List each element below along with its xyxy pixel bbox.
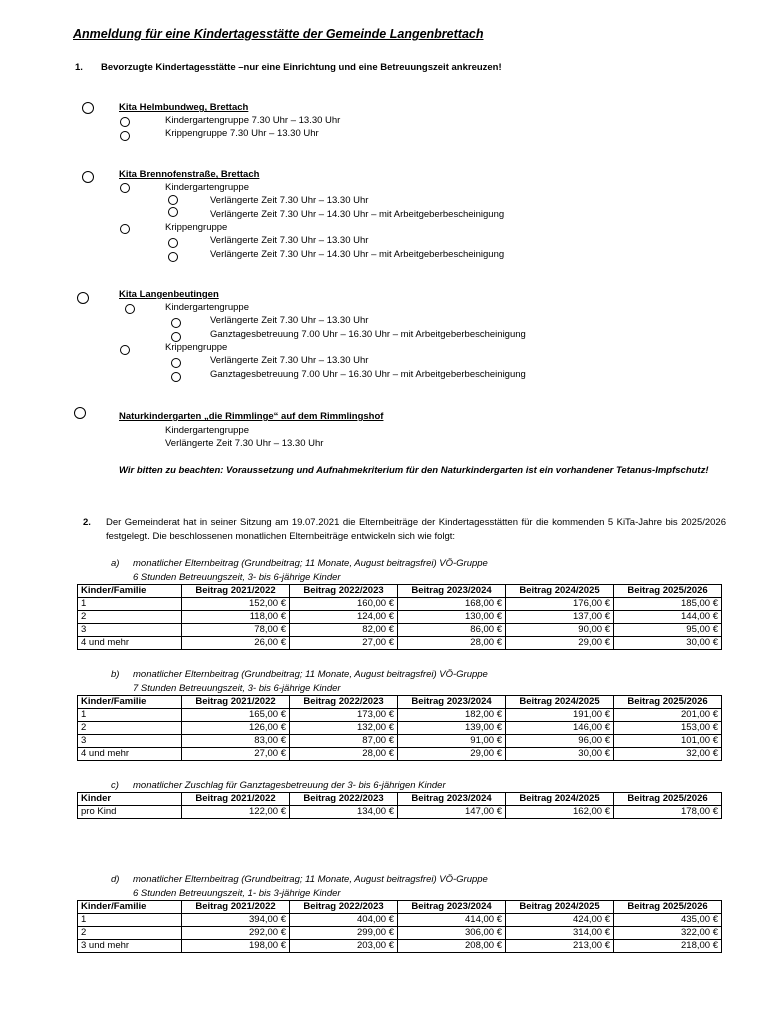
fee-table-c — [77, 792, 722, 819]
fee-cell: 126,00 € — [182, 722, 290, 735]
table-row — [78, 611, 722, 624]
column-header: Beitrag 2025/2026 — [614, 901, 722, 914]
fee-cell: 134,00 € — [290, 806, 398, 819]
fee-cell: 132,00 € — [290, 722, 398, 735]
fee-cell: 153,00 € — [614, 722, 722, 735]
kita-langenbeutingen-name: Kita Langenbeutingen — [119, 289, 219, 300]
fee-cell: 191,00 € — [506, 709, 614, 722]
row-label: 1 — [78, 914, 182, 927]
row-label: 1 — [78, 709, 182, 722]
fee-cell: 86,00 € — [398, 624, 506, 637]
table-a-caption2: 6 Stunden Betreuungszeit, 3- bis 6-jährige Kinder — [133, 572, 341, 583]
page-title: Anmeldung für eine Kindertagesstätte der Gemeinde Langenbrettach — [73, 27, 484, 41]
table-row — [78, 940, 722, 953]
section1-heading: Bevorzugte Kindertagesstätte –nur eine Einrichtung und eine Betreuungszeit ankreuzen! — [101, 62, 502, 73]
row-label: 4 und mehr — [78, 748, 182, 761]
fee-cell: 146,00 € — [506, 722, 614, 735]
fee-cell: 201,00 € — [614, 709, 722, 722]
fee-cell: 182,00 € — [398, 709, 506, 722]
table-d-caption2: 6 Stunden Betreuungszeit, 1- bis 3-jährige Kinder — [133, 888, 341, 899]
fee-cell: 203,00 € — [290, 940, 398, 953]
section1-number: 1. — [75, 62, 83, 73]
fee-cell: 404,00 € — [290, 914, 398, 927]
langenbeutingen-group2-label: Krippengruppe — [165, 342, 228, 353]
fee-cell: 168,00 € — [398, 598, 506, 611]
table-a-letter: a) — [111, 558, 120, 569]
column-header: Beitrag 2021/2022 — [182, 901, 290, 914]
fee-cell: 78,00 € — [182, 624, 290, 637]
row-label: 3 und mehr — [78, 940, 182, 953]
fee-cell: 160,00 € — [290, 598, 398, 611]
fee-cell: 178,00 € — [614, 806, 722, 819]
fee-cell: 173,00 € — [290, 709, 398, 722]
fee-cell: 144,00 € — [614, 611, 722, 624]
langenbeutingen-g2opt2-radio[interactable] — [171, 372, 181, 382]
langenbeutingen-g2opt2-label: Ganztagesbetreuung 7.00 Uhr – 16.30 Uhr – mit Arbeitgeberbescheinigung — [210, 369, 526, 380]
fee-cell: 213,00 € — [506, 940, 614, 953]
brennofen-g1opt2-label: Verlängerte Zeit 7.30 Uhr – 14.30 Uhr – mit Arbeitgeberbescheinigung — [210, 209, 505, 220]
brennofen-g2opt2-label: Verlängerte Zeit 7.30 Uhr – 14.30 Uhr – mit Arbeitgeberbescheinigung — [210, 249, 505, 260]
kita-natur-name: Naturkindergarten „die Rimmlinge“ auf dem Rimmlingshof — [119, 411, 384, 422]
row-label: 2 — [78, 722, 182, 735]
section2-number: 2. — [83, 517, 91, 528]
table-row — [78, 748, 722, 761]
table-header-row — [78, 793, 722, 806]
kita-langenbeutingen-radio[interactable] — [77, 292, 89, 304]
fee-cell: 32,00 € — [614, 748, 722, 761]
table-header-row — [78, 585, 722, 598]
column-header: Beitrag 2025/2026 — [614, 696, 722, 709]
fee-cell: 29,00 € — [398, 748, 506, 761]
kita-helmbund-name: Kita Helmbundweg, Brettach — [119, 102, 249, 113]
fee-cell: 137,00 € — [506, 611, 614, 624]
column-header: Beitrag 2022/2023 — [290, 696, 398, 709]
fee-cell: 83,00 € — [182, 735, 290, 748]
brennofen-g1opt1-label: Verlängerte Zeit 7.30 Uhr – 13.30 Uhr — [210, 195, 369, 206]
fee-cell: 198,00 € — [182, 940, 290, 953]
column-header: Beitrag 2021/2022 — [182, 696, 290, 709]
column-header: Beitrag 2022/2023 — [290, 793, 398, 806]
table-d-caption1: monatlicher Elternbeitrag (Grundbeitrag; 11 Monate, August beitragsfrei) VÖ-Gruppe — [133, 874, 488, 885]
langenbeutingen-g2opt1-label: Verlängerte Zeit 7.30 Uhr – 13.30 Uhr — [210, 355, 369, 366]
natur-line2: Verlängerte Zeit 7.30 Uhr – 13.30 Uhr — [165, 438, 324, 449]
brennofen-g1opt2-radio[interactable] — [168, 207, 178, 217]
table-b-caption1: monatlicher Elternbeitrag (Grundbeitrag; 11 Monate, August beitragsfrei) VÖ-Gruppe — [133, 669, 488, 680]
fee-cell: 435,00 € — [614, 914, 722, 927]
fee-cell: 130,00 € — [398, 611, 506, 624]
natur-note: Wir bitten zu beachten: Voraussetzung und Aufnahmekriterium für den Naturkindergarten ist ein vorhandener Tetanus-Impfschutz! — [119, 465, 709, 476]
table-c-letter: c) — [111, 780, 119, 791]
kita-brennofen-name: Kita Brennofenstraße, Brettach — [119, 169, 260, 180]
section2-text: Der Gemeinderat hat in seiner Sitzung am 19.07.2021 die Elternbeiträge der Kindertagesstätten für die kommenden 5 KiTa-Jahre bis 2025/2026 festgelegt. Die beschlossenen monatlichen Elternbeiträge entwickeln sich wie folgt: — [106, 517, 726, 542]
fee-cell: 27,00 € — [290, 637, 398, 650]
langenbeutingen-g1opt1-label: Verlängerte Zeit 7.30 Uhr – 13.30 Uhr — [210, 315, 369, 326]
column-header: Kinder/Familie — [78, 585, 182, 598]
fee-cell: 414,00 € — [398, 914, 506, 927]
kita-natur-radio[interactable] — [74, 407, 86, 419]
helmbund-option2-label: Krippengruppe 7.30 Uhr – 13.30 Uhr — [165, 128, 319, 139]
table-row — [78, 914, 722, 927]
fee-cell: 90,00 € — [506, 624, 614, 637]
fee-cell: 96,00 € — [506, 735, 614, 748]
table-header-row — [78, 901, 722, 914]
fee-cell: 394,00 € — [182, 914, 290, 927]
fee-cell: 29,00 € — [506, 637, 614, 650]
fee-cell: 30,00 € — [614, 637, 722, 650]
brennofen-group1-radio[interactable] — [120, 183, 130, 193]
fee-table-b — [77, 695, 722, 761]
row-label: 3 — [78, 624, 182, 637]
fee-cell: 28,00 € — [290, 748, 398, 761]
fee-cell: 314,00 € — [506, 927, 614, 940]
table-row — [78, 927, 722, 940]
kita-brennofen-radio[interactable] — [82, 171, 94, 183]
table-row — [78, 624, 722, 637]
column-header: Kinder/Familie — [78, 696, 182, 709]
fee-cell: 30,00 € — [506, 748, 614, 761]
fee-cell: 91,00 € — [398, 735, 506, 748]
natur-line1: Kindergartengruppe — [165, 425, 249, 436]
brennofen-g2opt1-label: Verlängerte Zeit 7.30 Uhr – 13.30 Uhr — [210, 235, 369, 246]
column-header: Beitrag 2021/2022 — [182, 793, 290, 806]
fee-cell: 176,00 € — [506, 598, 614, 611]
fee-cell: 26,00 € — [182, 637, 290, 650]
langenbeutingen-g2opt1-radio[interactable] — [171, 358, 181, 368]
table-b-caption2: 7 Stunden Betreuungszeit, 3- bis 6-jährige Kinder — [133, 683, 341, 694]
fee-cell: 27,00 € — [182, 748, 290, 761]
fee-cell: 95,00 € — [614, 624, 722, 637]
brennofen-group2-radio[interactable] — [120, 224, 130, 234]
column-header: Beitrag 2023/2024 — [398, 696, 506, 709]
column-header: Beitrag 2025/2026 — [614, 585, 722, 598]
table-d-letter: d) — [111, 874, 120, 885]
row-label: 2 — [78, 927, 182, 940]
helmbund-option1-label: Kindergartengruppe 7.30 Uhr – 13.30 Uhr — [165, 115, 341, 126]
fee-cell: 82,00 € — [290, 624, 398, 637]
fee-cell: 299,00 € — [290, 927, 398, 940]
fee-cell: 306,00 € — [398, 927, 506, 940]
row-label: 4 und mehr — [78, 637, 182, 650]
fee-cell: 152,00 € — [182, 598, 290, 611]
column-header: Beitrag 2023/2024 — [398, 901, 506, 914]
langenbeutingen-group1-radio[interactable] — [125, 304, 135, 314]
table-row — [78, 709, 722, 722]
table-c-caption1: monatlicher Zuschlag für Ganztagesbetreuung der 3- bis 6-jährigen Kinder — [133, 780, 446, 791]
langenbeutingen-group2-radio[interactable] — [120, 345, 130, 355]
column-header: Beitrag 2024/2025 — [506, 585, 614, 598]
fee-cell: 292,00 € — [182, 927, 290, 940]
fee-cell: 139,00 € — [398, 722, 506, 735]
column-header: Kinder — [78, 793, 182, 806]
fee-cell: 322,00 € — [614, 927, 722, 940]
column-header: Beitrag 2021/2022 — [182, 585, 290, 598]
helmbund-option1-radio[interactable] — [120, 117, 130, 127]
fee-cell: 124,00 € — [290, 611, 398, 624]
fee-cell: 165,00 € — [182, 709, 290, 722]
table-row — [78, 637, 722, 650]
kita-helmbund-radio[interactable] — [82, 102, 94, 114]
column-header: Kinder/Familie — [78, 901, 182, 914]
column-header: Beitrag 2023/2024 — [398, 793, 506, 806]
fee-cell: 208,00 € — [398, 940, 506, 953]
fee-cell: 118,00 € — [182, 611, 290, 624]
column-header: Beitrag 2023/2024 — [398, 585, 506, 598]
row-label: 1 — [78, 598, 182, 611]
fee-cell: 162,00 € — [506, 806, 614, 819]
brennofen-group1-label: Kindergartengruppe — [165, 182, 249, 193]
fee-cell: 87,00 € — [290, 735, 398, 748]
fee-cell: 28,00 € — [398, 637, 506, 650]
langenbeutingen-group1-label: Kindergartengruppe — [165, 302, 249, 313]
table-row — [78, 598, 722, 611]
helmbund-option2-radio[interactable] — [120, 131, 130, 141]
brennofen-g2opt2-radio[interactable] — [168, 252, 178, 262]
table-row — [78, 722, 722, 735]
column-header: Beitrag 2024/2025 — [506, 696, 614, 709]
table-a-caption1: monatlicher Elternbeitrag (Grundbeitrag; 11 Monate, August beitragsfrei) VÖ-Gruppe — [133, 558, 488, 569]
column-header: Beitrag 2022/2023 — [290, 585, 398, 598]
column-header: Beitrag 2024/2025 — [506, 793, 614, 806]
table-b-letter: b) — [111, 669, 120, 680]
fee-cell: 424,00 € — [506, 914, 614, 927]
fee-table-a — [77, 584, 722, 650]
table-row — [78, 735, 722, 748]
table-row — [78, 806, 722, 819]
fee-cell: 147,00 € — [398, 806, 506, 819]
langenbeutingen-g1opt2-radio[interactable] — [171, 332, 181, 342]
brennofen-group2-label: Krippengruppe — [165, 222, 228, 233]
langenbeutingen-g1opt1-radio[interactable] — [171, 318, 181, 328]
column-header: Beitrag 2025/2026 — [614, 793, 722, 806]
brennofen-g1opt1-radio[interactable] — [168, 195, 178, 205]
row-label: pro Kind — [78, 806, 182, 819]
column-header: Beitrag 2024/2025 — [506, 901, 614, 914]
langenbeutingen-g1opt2-label: Ganztagesbetreuung 7.00 Uhr – 16.30 Uhr – mit Arbeitgeberbescheinigung — [210, 329, 526, 340]
row-label: 3 — [78, 735, 182, 748]
row-label: 2 — [78, 611, 182, 624]
fee-cell: 101,00 € — [614, 735, 722, 748]
fee-table-d — [77, 900, 722, 953]
column-header: Beitrag 2022/2023 — [290, 901, 398, 914]
fee-cell: 218,00 € — [614, 940, 722, 953]
fee-cell: 185,00 € — [614, 598, 722, 611]
fee-cell: 122,00 € — [182, 806, 290, 819]
brennofen-g2opt1-radio[interactable] — [168, 238, 178, 248]
table-header-row — [78, 696, 722, 709]
